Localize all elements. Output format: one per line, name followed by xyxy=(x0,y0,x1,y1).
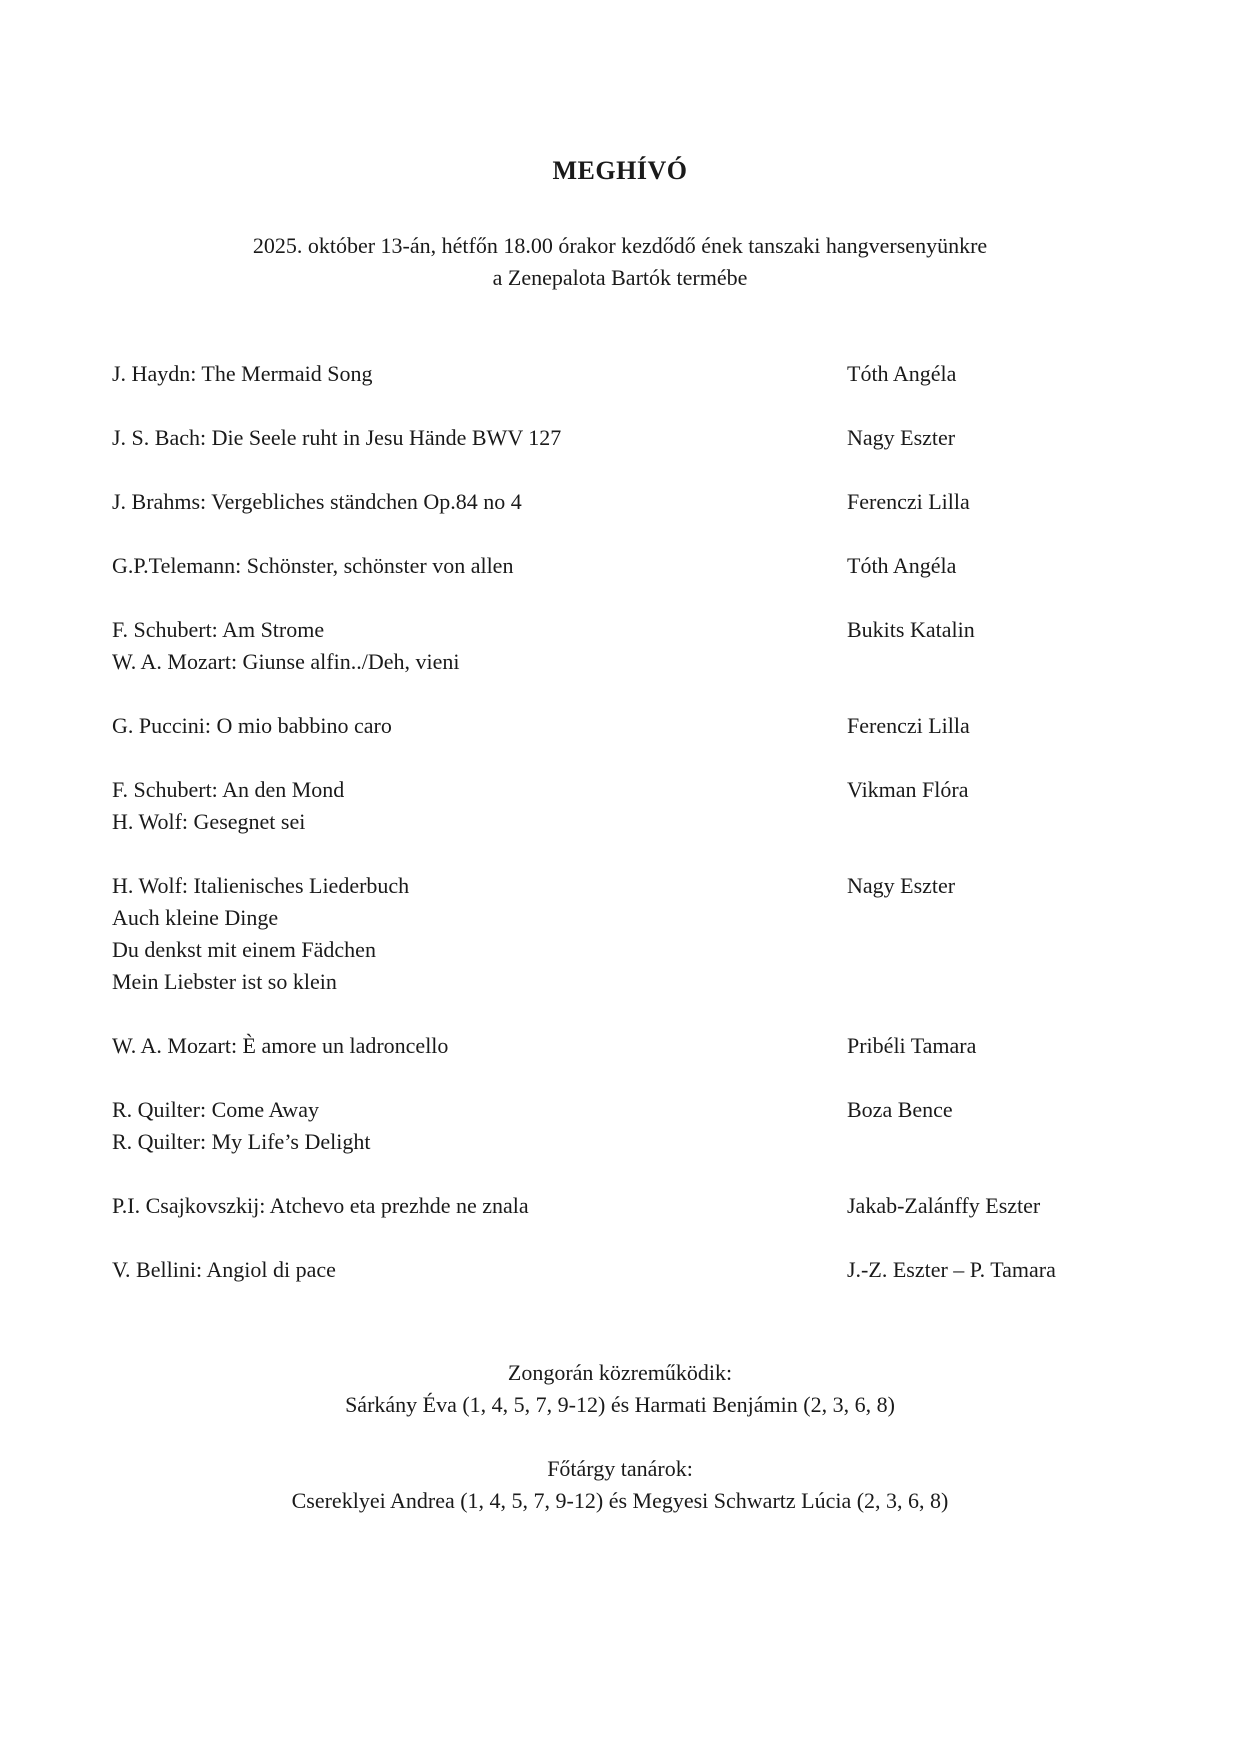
program-entry xyxy=(0,614,1240,678)
performer-name: Boza Bence xyxy=(847,1097,953,1122)
work-title: Auch kleine Dinge xyxy=(112,905,279,930)
program-works xyxy=(112,358,812,390)
performer-name: Ferenczi Lilla xyxy=(847,489,970,514)
work-title: H. Wolf: Italienisches Liederbuch xyxy=(112,873,410,898)
program-works xyxy=(112,422,812,454)
performer-name: Tóth Angéla xyxy=(847,553,957,578)
credits-section xyxy=(0,1357,1240,1549)
work-title: Du denkst mit einem Fädchen xyxy=(112,937,376,962)
piano-credits-text: Sárkány Éva (1, 4, 5, 7, 9-12) és Harmati Benjámin (2, 3, 6, 8) xyxy=(345,1392,895,1417)
intro-text xyxy=(0,230,1240,294)
work-title: F. Schubert: An den Mond xyxy=(112,777,345,802)
page-title: MEGHÍVÓ xyxy=(552,156,688,185)
program-entry xyxy=(0,710,1240,742)
work-title: P.I. Csajkovszkij: Atchevo eta prezhde ne znala xyxy=(112,1193,529,1218)
piano-credits-heading: Zongorán közreműködik: xyxy=(507,1360,733,1385)
program-works xyxy=(112,1030,812,1062)
program-works xyxy=(112,1254,812,1286)
performer-name: Ferenczi Lilla xyxy=(847,713,970,738)
program-works xyxy=(112,1190,812,1222)
program-entry xyxy=(0,1094,1240,1158)
intro-line-venue: a Zenepalota Bartók termébe xyxy=(492,265,748,290)
work-title: J. S. Bach: Die Seele ruht in Jesu Hände BWV 127 xyxy=(112,425,562,450)
intro-line-date: 2025. október 13-án, hétfőn 18.00 órakor kezdődő ének tanszaki hangversenyünkre xyxy=(252,233,988,258)
work-title: W. A. Mozart: È amore un ladroncello xyxy=(112,1033,449,1058)
work-title: R. Quilter: Come Away xyxy=(112,1097,319,1122)
program-works xyxy=(112,774,812,838)
performer-name: Nagy Eszter xyxy=(847,873,956,898)
program-works xyxy=(112,614,812,678)
work-title: G. Puccini: O mio babbino caro xyxy=(112,713,392,738)
work-title: R. Quilter: My Life’s Delight xyxy=(112,1129,371,1154)
work-title: J. Brahms: Vergebliches ständchen Op.84 no 4 xyxy=(112,489,522,514)
performer-name: Jakab-Zalánffy Eszter xyxy=(847,1193,1041,1218)
performer-name: Bukits Katalin xyxy=(847,617,975,642)
program-entry xyxy=(0,1190,1240,1222)
performer-name: Vikman Flóra xyxy=(847,777,969,802)
work-title: F. Schubert: Am Strome xyxy=(112,617,325,642)
performer-name: Tóth Angéla xyxy=(847,361,957,386)
performer-name: J.-Z. Eszter – P. Tamara xyxy=(847,1257,1056,1282)
teacher-credits xyxy=(0,1453,1240,1517)
performer-name: Pribéli Tamara xyxy=(847,1033,977,1058)
program-entry xyxy=(0,358,1240,390)
program-entry xyxy=(0,870,1240,998)
program-entry xyxy=(0,486,1240,518)
teacher-credits-heading: Főtárgy tanárok: xyxy=(547,1456,693,1481)
program-works xyxy=(112,710,812,742)
program-entry xyxy=(0,1030,1240,1062)
program-list xyxy=(0,358,1240,1318)
work-title: G.P.Telemann: Schönster, schönster von allen xyxy=(112,553,514,578)
work-title: Mein Liebster ist so klein xyxy=(112,969,337,994)
program-works xyxy=(112,550,812,582)
program-entry xyxy=(0,422,1240,454)
performer-name: Nagy Eszter xyxy=(847,425,956,450)
program-entry xyxy=(0,550,1240,582)
program-entry xyxy=(0,1254,1240,1286)
piano-credits xyxy=(0,1357,1240,1421)
program-works xyxy=(112,870,812,998)
teacher-credits-text: Csereklyei Andrea (1, 4, 5, 7, 9-12) és Megyesi Schwartz Lúcia (2, 3, 6, 8) xyxy=(291,1488,949,1513)
program-entry xyxy=(0,774,1240,838)
work-title: H. Wolf: Gesegnet sei xyxy=(112,809,306,834)
program-works xyxy=(112,1094,812,1158)
work-title: W. A. Mozart: Giunse alfin../Deh, vieni xyxy=(112,649,460,674)
work-title: V. Bellini: Angiol di pace xyxy=(112,1257,336,1282)
program-works xyxy=(112,486,812,518)
work-title: J. Haydn: The Mermaid Song xyxy=(112,361,373,386)
